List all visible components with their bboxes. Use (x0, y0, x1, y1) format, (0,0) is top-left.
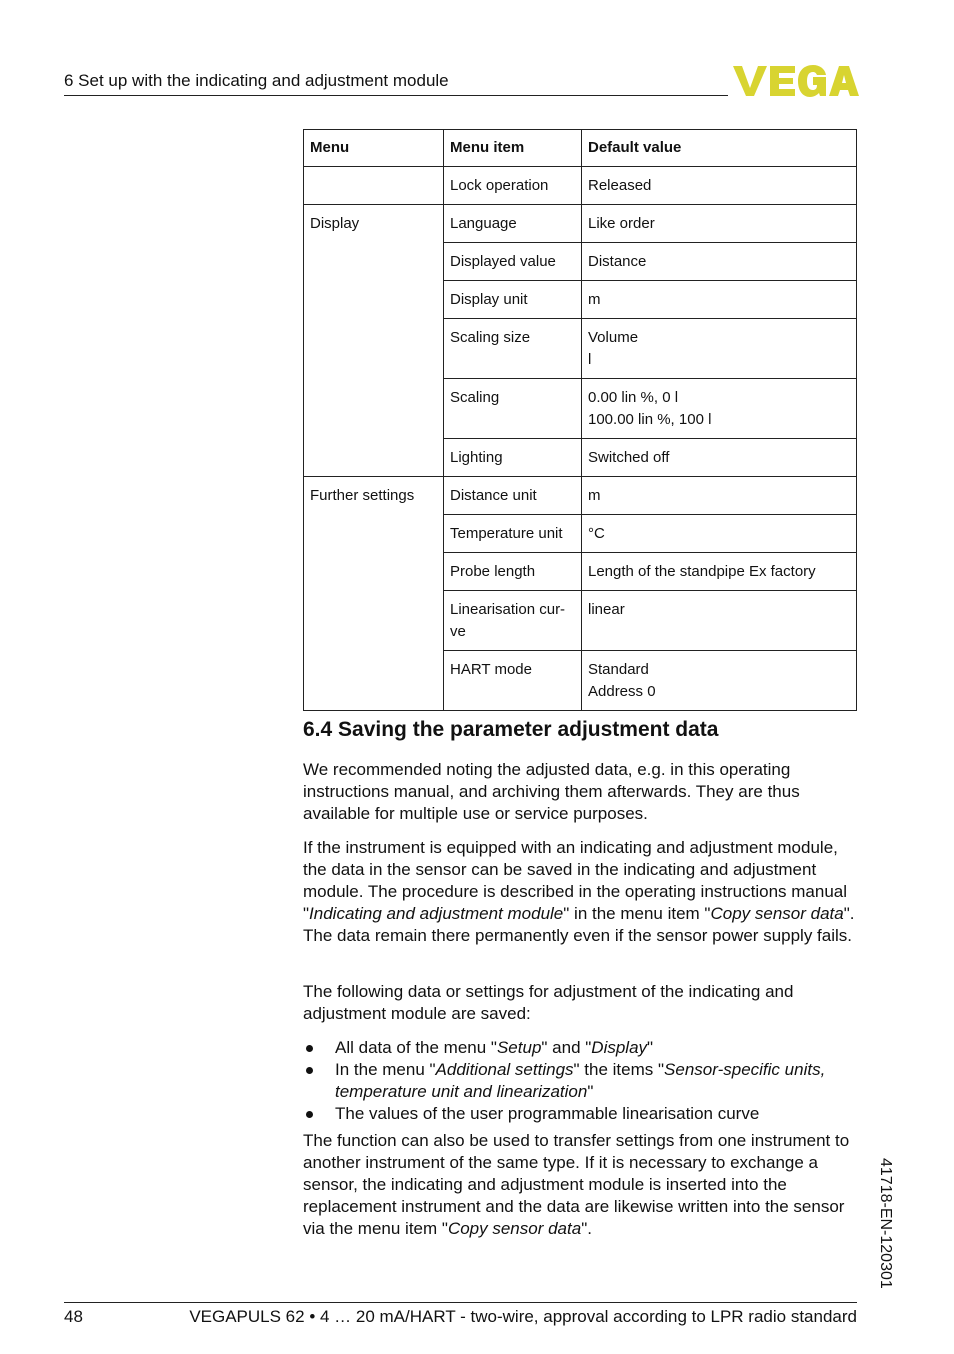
list-item: In the menu "Additional settings" the items "Sensor-specific units, temperature unit and linearization" (303, 1059, 863, 1103)
cell-menu-item: Probe length (444, 553, 582, 591)
cell-default-value (582, 477, 857, 515)
cell-menu: Display (304, 205, 444, 477)
bullet-icon (306, 1111, 313, 1118)
column-header-default-value: Default value (582, 130, 857, 167)
value-line: °C (588, 525, 605, 542)
cell-menu-item: HART mode (444, 651, 582, 711)
cell-default-value (582, 439, 857, 477)
paragraph-transfer-settings: The function can also be used to transfer settings from one instrument to another instrument of the same type. If it is necessary to exchange a sensor, the indicating and adjustment module is inserted into the replacement instrument and the data are likewise written into the sensor via the menu item "Copy sensor data". (303, 1131, 850, 1238)
value-line: linear (588, 601, 625, 618)
bullet-icon (306, 1067, 313, 1074)
cell-default-value (582, 379, 857, 439)
footer-divider (64, 1302, 857, 1303)
vega-logo (733, 64, 859, 98)
cell-default-value (582, 553, 857, 591)
paragraph-recommendation: We recommended noting the adjusted data, e.g. in this operating instructions manual, and archiving them afterwards. They are thus available for multiple use or service purposes. (303, 760, 800, 823)
cell-default-value (582, 515, 857, 553)
cell-menu-item: Language (444, 205, 582, 243)
chapter-header: 6 Set up with the indicating and adjustment module (64, 71, 449, 90)
cell-default-value (582, 591, 857, 651)
default-values-table (303, 129, 857, 711)
cell-default-value (582, 167, 857, 205)
value-line: Address 0 (588, 683, 656, 700)
paragraph-saved-data-intro: The following data or settings for adjustment of the indicating and adjustment module are saved: (303, 982, 794, 1023)
cell-menu (304, 167, 444, 205)
footer-title: VEGAPULS 62 • 4 … 20 mA/HART - two-wire, approval according to LPR radio standard (189, 1307, 857, 1326)
cell-menu-item: Temperature unit (444, 515, 582, 553)
value-line: Released (588, 177, 652, 194)
value-line: Switched off (588, 449, 670, 466)
bullet-icon (306, 1045, 313, 1052)
list-item: The values of the user programmable linearisation curve (303, 1103, 863, 1125)
table-row (304, 205, 857, 243)
column-header-menu: Menu (304, 130, 444, 167)
table-header-row (304, 130, 857, 167)
value-line: Like order (588, 215, 655, 232)
column-header-menu-item: Menu item (444, 130, 582, 167)
value-line: m (588, 291, 601, 308)
value-line: 0.00 lin %, 0 l (588, 389, 679, 406)
table-row (304, 167, 857, 205)
header-divider (64, 95, 728, 96)
saved-data-list (303, 1037, 863, 1125)
value-line: m (588, 487, 601, 504)
list-item: All data of the menu "Setup" and "Display" (303, 1037, 863, 1059)
cell-menu-item: Linearisation cur- ve (444, 591, 582, 651)
cell-menu-item: Displayed value (444, 243, 582, 281)
cell-menu: Further settings (304, 477, 444, 711)
cell-menu-item: Lock operation (444, 167, 582, 205)
cell-menu-item: Distance unit (444, 477, 582, 515)
paragraph-indicating-module: If the instrument is equipped with an indicating and adjustment module, the data in the sensor can be saved in the indicating and adjustment module. The procedure is described in the operating instructions manual "Indicating and adjustment module" in the menu item "Copy sensor data". The data remain there permanently even if the sensor power supply fails. (303, 838, 855, 945)
page-number: 48 (64, 1307, 83, 1326)
table-row (304, 477, 857, 515)
cell-menu-item: Scaling size (444, 319, 582, 379)
value-line: Standard (588, 661, 649, 678)
value-line: Distance (588, 253, 647, 270)
document-code: 41718-EN-120301 (877, 1158, 894, 1289)
cell-default-value (582, 281, 857, 319)
cell-default-value (582, 651, 857, 711)
value-line: l (588, 351, 592, 368)
cell-default-value (582, 243, 857, 281)
section-title: 6.4 Saving the parameter adjustment data (303, 718, 719, 741)
value-line: Length of the standpipe Ex factory (588, 563, 816, 580)
cell-default-value (582, 205, 857, 243)
cell-menu-item: Lighting (444, 439, 582, 477)
value-line: 100.00 lin %, 100 l (588, 411, 712, 428)
cell-menu-item: Scaling (444, 379, 582, 439)
cell-menu-item: Display unit (444, 281, 582, 319)
cell-default-value (582, 319, 857, 379)
value-line: Volume (588, 329, 639, 346)
